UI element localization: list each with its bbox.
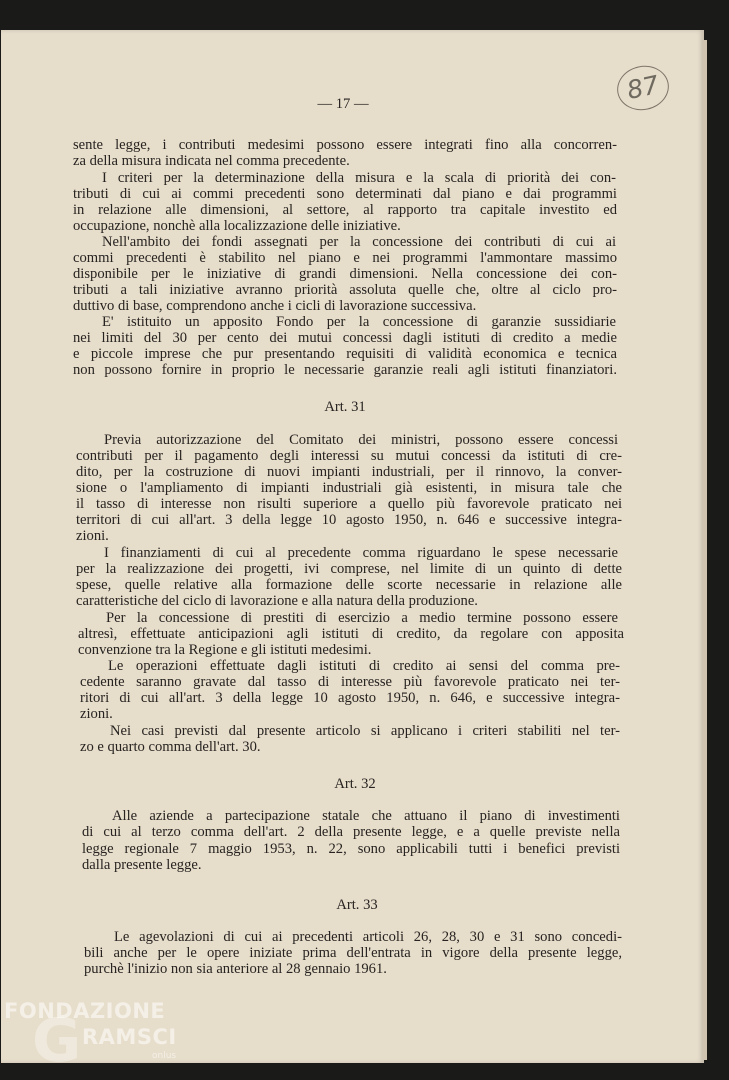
text-line: dalla presente legge.: [82, 857, 202, 873]
text-line: duttivo di base, comprendono anche i cicli di lavorazione successiva.: [73, 298, 477, 314]
text-line: bili anche per le opere iniziate prima dell'entrata in vigore della presente legge,: [84, 945, 622, 961]
text-line: za della misura indicata nel comma precedente.: [73, 153, 350, 169]
text-line: occupazione, nonchè alla localizzazione delle iniziative.: [73, 218, 401, 234]
text-line: I finanziamenti di cui al precedente comma riguardano le spese necessarie: [104, 545, 618, 561]
text-line: disponibile per le iniziative di grandi dimensioni. Nella concessione dei con-: [73, 266, 617, 282]
text-line: tributi a tali iniziative avranno priorità assoluta quelle che, oltre al ciclo pro-: [73, 282, 617, 298]
text-line: ritori di cui all'art. 3 della legge 10 agosto 1950, n. 646, e successive integra-: [80, 690, 620, 706]
text-line: commi precedenti è stabilito nel piano e nei programmi l'ammontare massimo: [73, 250, 617, 266]
text-line: tributi di cui ai commi precedenti sono determinati dal piano e dai programmi: [73, 186, 617, 202]
article-heading: Art. 31: [324, 399, 366, 415]
text-line: non possono fornire in proprio le necessarie garanzie reali agli istituti finanziatori.: [73, 362, 617, 378]
watermark-line1: FONDAZIONE: [4, 999, 166, 1023]
text-line: territori di cui all'art. 3 della legge 10 agosto 1950, n. 646 e successive integra-: [76, 512, 622, 528]
watermark-line2: RAMSCI: [82, 1025, 177, 1049]
text-line: contributi per il pagamento degli interessi su mutui concessi da istituti di cre-: [76, 448, 622, 464]
text-line: Nei casi previsti dal presente articolo si applicano i criteri stabiliti nel ter-: [110, 723, 620, 739]
article-heading: Art. 32: [334, 776, 376, 792]
text-line: zo e quarto comma dell'art. 30.: [80, 739, 261, 755]
text-line: Alle aziende a partecipazione statale che attuano il piano di investimenti: [112, 808, 620, 824]
text-line: Le agevolazioni di cui ai precedenti articoli 26, 28, 30 e 31 sono concedi-: [114, 929, 622, 945]
text-line: Nell'ambito dei fondi assegnati per la concessione dei contributi di cui ai: [102, 234, 616, 250]
article-heading: Art. 33: [336, 897, 378, 913]
text-line: cedente saranno gravate dal tasso di interesse più favorevole praticato nei ter-: [80, 674, 620, 690]
text-line: sente legge, i contributi medesimi possono essere integrati fino alla concorren-: [73, 137, 617, 153]
text-line: I criteri per la determinazione della misura e la scala di priorità dei con-: [102, 170, 616, 186]
text-line: per la realizzazione dei progetti, ivi comprese, nel limite di un quinto di dette: [76, 561, 622, 577]
text-line: e piccole imprese che pur presentando requisiti di validità economica e tecnica: [73, 346, 617, 362]
text-line: zioni.: [80, 706, 113, 722]
watermark-initial: G: [32, 1006, 82, 1076]
text-line: Previa autorizzazione del Comitato dei ministri, possono essere concessi: [104, 432, 618, 448]
watermark-logo: [4, 999, 194, 1079]
page-edge: [703, 40, 707, 1060]
text-line: zioni.: [76, 528, 109, 544]
text-line: altresì, effettuate anticipazioni agli istituti di credito, da regolare con apposita: [78, 626, 624, 642]
watermark-small: onlus: [152, 1051, 177, 1061]
text-line: in relazione alle dimensioni, al settore, al rapporto tra capitale investito ed: [73, 202, 617, 218]
text-line: Per la concessione di prestiti di esercizio a medio termine possono essere: [106, 610, 618, 626]
text-line: dito, per la costruzione di nuovi impianti industriali, per il rinnovo, la conver-: [76, 464, 622, 480]
text-line: spese, quelle relative alla formazione delle scorte necessarie in relazione alle: [76, 577, 622, 593]
text-line: nei limiti del 30 per cento dei mutui concessi dagli istituti di credito a medie: [73, 330, 617, 346]
text-line: purchè l'inizio non sia anteriore al 28 gennaio 1961.: [84, 961, 387, 977]
text-line: caratteristiche del ciclo di lavorazione e alla natura della produzione.: [76, 593, 478, 609]
archive-number-stamp: 87: [613, 61, 673, 115]
text-line: legge regionale 7 maggio 1953, n. 22, sono applicabili tutti i benefici previsti: [82, 841, 620, 857]
text-line: sione o l'ampliamento di impianti industriali già esistenti, in misura tale che: [76, 480, 622, 496]
page-number: — 17 —: [317, 96, 369, 112]
text-line: Le operazioni effettuate dagli istituti di credito ai sensi del comma pre-: [108, 658, 620, 674]
text-line: E' istituito un apposito Fondo per la concessione di garanzie sussidiarie: [102, 314, 616, 330]
text-line: di cui al terzo comma dell'art. 2 della presente legge, e a quelle previste nella: [82, 824, 620, 840]
text-line: convenzione tra la Regione e gli istituti medesimi.: [78, 642, 372, 658]
text-line: il tasso di interesse non risulti superiore a quello più favorevole praticato nei: [76, 496, 622, 512]
